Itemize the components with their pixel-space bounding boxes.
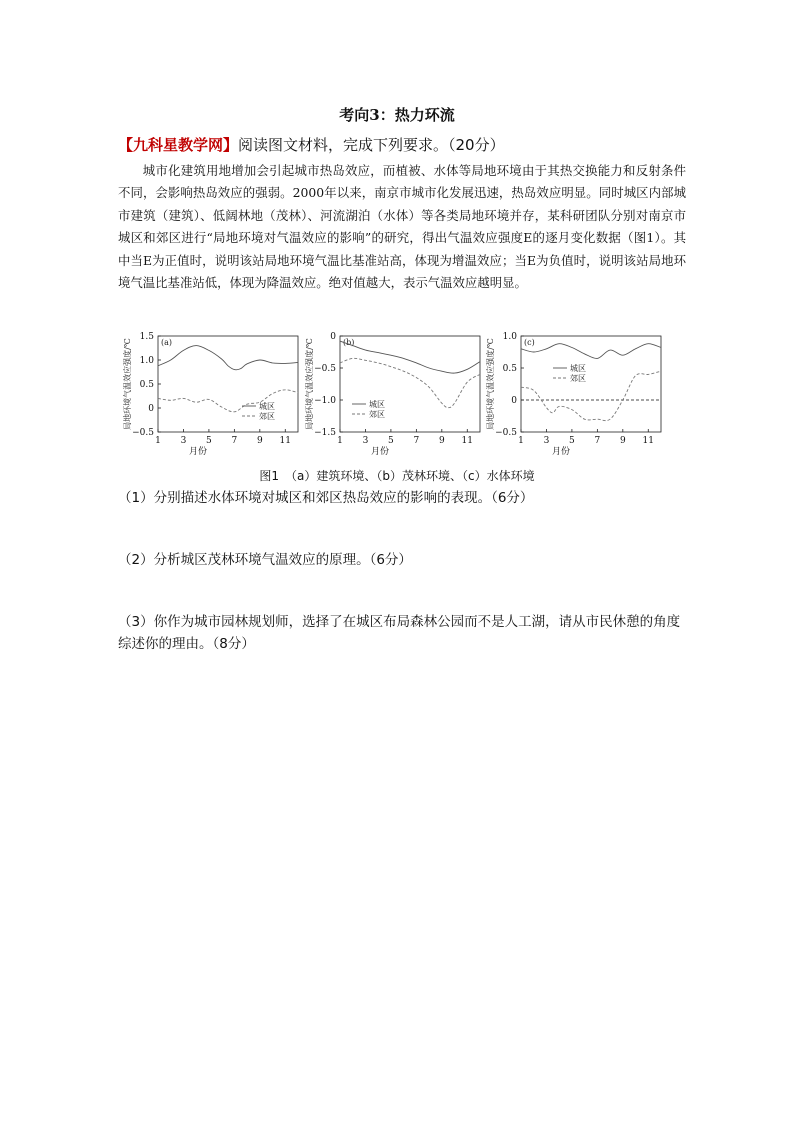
series-line-suburban [521, 371, 661, 420]
plot-frame [158, 336, 298, 432]
x-tick-label: 11 [461, 436, 473, 446]
x-tick-label: 5 [206, 436, 212, 446]
figure-caption: 图1 （a）建筑环境、（b）茂林环境、（c）水体环境 [259, 469, 535, 483]
y-tick-label: −1.0 [314, 396, 336, 406]
y-tick-label: −0.5 [314, 364, 336, 374]
chart-c-svg [485, 326, 665, 456]
question-3: （3）你作为城市园林规划师，选择了在城区布局森林公园而不是人工湖，请从市民休憩的角度综述你的理由。（8分） [118, 614, 681, 652]
chart-a [122, 326, 302, 456]
panel-label: (a) [161, 338, 173, 347]
x-axis-title: 月份 [188, 447, 208, 457]
x-tick-label: 9 [256, 436, 263, 446]
question-1: （1）分别描述水体环境对城区和郊区热岛效应的影响的表现。（6分） [118, 490, 534, 506]
y-axis-title: 局地环境气温效应强度/℃ [123, 338, 132, 430]
y-tick-label: 0 [330, 332, 336, 342]
x-tick-label: 9 [438, 436, 445, 446]
plot-frame [340, 336, 480, 432]
material-passage: 城市化建筑用地增加会引起城市热岛效应，而植被、水体等局地环境由于其热交换能力和反射条件不同，会影响热岛效应的强弱。2000年以来，南京市城市化发展迅速，热岛效应明显。同时城区内部城市建筑（建筑）、低阔林地（茂林）、河流湖泊（水体）等各类局地环境并存，某科研团队分别对南京市城区和郊区进行“局地环境对气温效应的影响”的研究，得出气温效应强度E的逐月变化数据（图1）。其中当E为正值时，说明该站局地环境气温比基准站高，体现为增温效应；当E为负值时，说明该站局地环境气温比基准站低，体现为降温效应。绝对值越大，表示气温效应越明显。 [118, 163, 686, 291]
y-tick-label: 1.5 [139, 332, 154, 342]
series-line-urban [158, 346, 298, 370]
y-tick-label: 0 [511, 396, 517, 406]
panel-label: (b) [343, 338, 355, 347]
x-tick-label: 3 [362, 436, 369, 446]
chart-c [485, 326, 665, 456]
x-tick-label: 3 [180, 436, 187, 446]
chart-b-svg [304, 326, 484, 456]
page-title: 考向3：热力环流 [339, 106, 455, 124]
y-tick-label: 0 [148, 404, 154, 414]
legend-entry-label: 城区 [259, 402, 275, 411]
legend-entry-label: 郊区 [570, 374, 586, 383]
x-tick-label: 7 [231, 436, 238, 446]
question-2: （2）分析城区茂林环境气温效应的原理。（6分） [118, 552, 412, 568]
chart-b [304, 326, 484, 456]
intro-line [118, 134, 678, 156]
series-line-suburban [340, 358, 480, 407]
x-tick-label: 1 [518, 436, 524, 446]
x-axis-title: 月份 [551, 447, 571, 457]
x-tick-label: 5 [569, 436, 575, 446]
x-tick-label: 7 [594, 436, 601, 446]
y-tick-label: 1.0 [139, 356, 154, 366]
chart-a-svg [122, 326, 302, 456]
legend-entry-label: 郊区 [369, 410, 385, 419]
y-tick-label: 1.0 [502, 332, 517, 342]
x-tick-label: 11 [642, 436, 654, 446]
x-tick-label: 11 [279, 436, 291, 446]
x-tick-label: 7 [413, 436, 420, 446]
y-axis-title: 局地环境气温效应强度/℃ [486, 338, 495, 430]
series-line-urban [521, 344, 661, 359]
y-tick-label: −0.5 [132, 428, 154, 438]
intro-text: 阅读图文材料，完成下列要求。（20分） [238, 136, 505, 154]
x-tick-label: 9 [619, 436, 626, 446]
legend-entry-label: 城区 [570, 364, 586, 373]
legend-entry-label: 郊区 [259, 412, 275, 421]
x-axis-title: 月份 [370, 447, 390, 457]
y-tick-label: 0.5 [502, 364, 517, 374]
x-tick-label: 1 [155, 436, 161, 446]
y-tick-label: −1.5 [314, 428, 336, 438]
panel-label: (c) [524, 338, 535, 347]
y-axis-title: 局地环境气温效应强度/℃ [305, 338, 314, 430]
brand-label: 【九科星教学网】 [118, 136, 239, 154]
series-line-suburban [158, 390, 298, 412]
y-tick-label: −0.5 [495, 428, 517, 438]
x-tick-label: 1 [337, 436, 343, 446]
legend-entry-label: 城区 [369, 400, 385, 409]
y-tick-label: 0.5 [139, 380, 154, 390]
series-line-urban [340, 341, 480, 373]
x-tick-label: 5 [388, 436, 394, 446]
x-tick-label: 3 [543, 436, 550, 446]
